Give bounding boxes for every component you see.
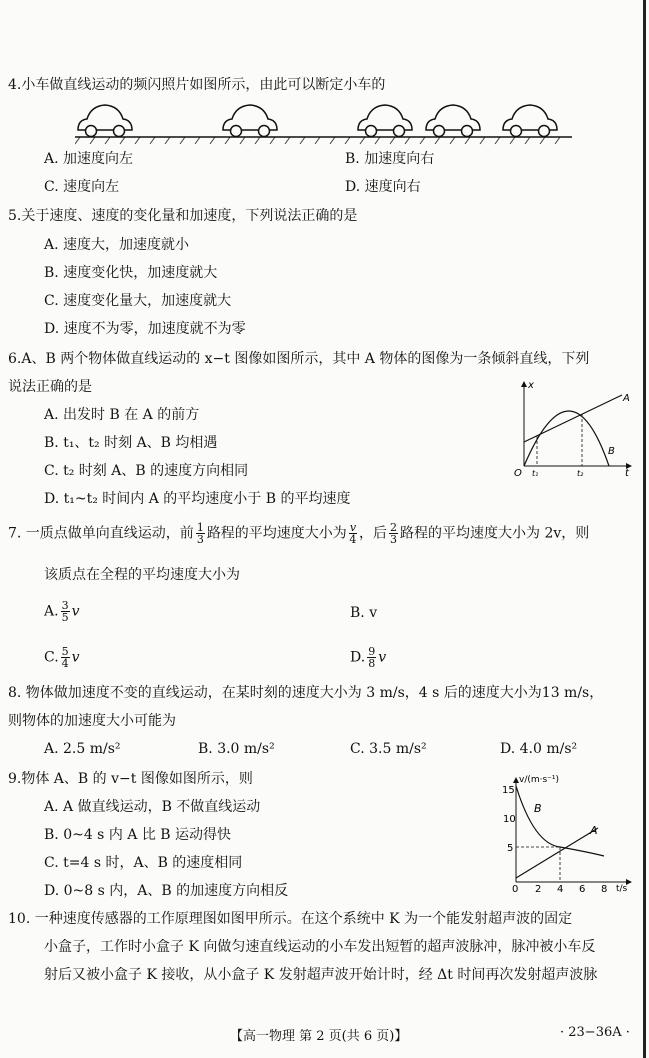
car-icon [78, 105, 132, 137]
q4-stem: 4.小车做直线运动的频闪照片如图所示，由此可以断定小车的 [8, 77, 386, 93]
q7-text-3: ，后 [359, 525, 388, 542]
q7-text-4: 路程的平均速度大小为 2v，则 [400, 525, 590, 542]
car-icon [426, 105, 480, 137]
q9-option-b[interactable]: B. 0~4 s 内 A 比 B 运动得快 [44, 827, 232, 843]
q9-line-b-label: B [534, 802, 542, 815]
q6-line-b-label: B [608, 446, 615, 457]
paper-code: · 23−36A · [560, 1025, 630, 1040]
q7-option-b[interactable]: B. v [350, 605, 378, 621]
q8-option-c[interactable]: C. 3.5 m/s² [350, 741, 427, 757]
q9-x-tick-8: 8 [601, 884, 608, 892]
q8-option-d[interactable]: D. 4.0 m/s² [500, 741, 578, 757]
q4-option-c[interactable]: C. 速度向左 [44, 179, 120, 195]
q4-option-a[interactable]: A. 加速度向左 [44, 151, 134, 167]
q9-option-d[interactable]: D. 0~8 s 内，A、B 的加速度方向相反 [44, 883, 289, 899]
q7-stem-line1 [8, 522, 589, 545]
q7-stem-line2: 该质点在全程的平均速度大小为 [44, 567, 240, 583]
q9-y-tick-10: 10 [503, 814, 516, 825]
q5-option-b[interactable]: B. 速度变化快，加速度就大 [44, 265, 218, 281]
q5-stem: 5.关于速度、速度的变化量和加速度，下列说法正确的是 [8, 208, 358, 224]
page-footer: 【高一物理 第 2 页(共 6 页)】 [230, 1029, 408, 1044]
q8-option-a[interactable]: A. 2.5 m/s² [44, 741, 121, 757]
page-edge [643, 0, 646, 1058]
q7-fraction-3: $\frac{2}{3}$ [390, 521, 398, 546]
q6-t1-label: t₁ [532, 469, 539, 478]
q9-x-label: t/s [616, 884, 628, 892]
q6-stem-line1: 6.A、B 两个物体做直线运动的 x−t 图像如图所示，其中 A 物体的图像为一条倾斜直线，下列 [8, 351, 590, 367]
car-icon [223, 105, 277, 137]
q7-fraction-1: $\frac{1}{3}$ [196, 521, 204, 546]
q9-x-tick-2: 2 [535, 884, 542, 892]
curve-b [516, 786, 604, 856]
q5-option-a[interactable]: A. 速度大，加速度就小 [44, 237, 190, 253]
q6-y-label: x [528, 380, 534, 391]
q6-option-d[interactable]: D. t₁~t₂ 时间内 A 的平均速度小于 B 的平均速度 [44, 491, 351, 507]
q9-y-tick-15: 15 [502, 785, 515, 796]
line-a [516, 828, 598, 878]
q9-x-tick-0: 0 [512, 884, 519, 892]
q6-option-c[interactable]: C. t₂ 时刻 A、B 的速度方向相同 [44, 463, 249, 479]
q6-xt-graph [510, 376, 635, 478]
q6-option-a[interactable]: A. 出发时 B 在 A 的前方 [44, 407, 200, 423]
q8-option-b[interactable]: B. 3.0 m/s² [198, 741, 275, 757]
car-icon [358, 105, 412, 137]
q9-option-a[interactable]: A. A 做直线运动，B 不做直线运动 [44, 799, 261, 815]
q5-option-c[interactable]: C. 速度变化量大，加速度就大 [44, 293, 232, 309]
q9-y-tick-5: 5 [507, 843, 514, 854]
q7-text-1: 7. 一质点做单向直线运动，前 [8, 525, 194, 542]
q9-stem: 9.物体 A、B 的 v−t 图像如图所示，则 [8, 771, 253, 787]
q7-option-c[interactable]: C. $\frac{5}{4}$ v [44, 645, 80, 670]
q9-line-a-label: A [590, 824, 598, 837]
q7-text-2: 路程的平均速度大小为 [206, 525, 347, 542]
q10-line2: 小盒子，工作时小盒子 K 向做匀速直线运动的小车发出短暂的超声波脉冲，脉冲被小车反 [44, 939, 596, 955]
q4-option-b[interactable]: B. 加速度向右 [345, 151, 435, 167]
q6-line-a-label: A [623, 393, 630, 404]
q9-y-label: v/(m·s⁻¹) [519, 775, 560, 785]
line-a [524, 395, 622, 442]
q7-option-a[interactable]: A. $\frac{3}{5}$ v [44, 599, 80, 624]
q6-t2-label: t₂ [577, 469, 584, 478]
q7-fraction-2: $\frac{v}{4}$ [349, 521, 357, 546]
q9-x-tick-6: 6 [579, 884, 586, 892]
q10-line1: 10. 一种速度传感器的工作原理图如图甲所示。在这个系统中 K 为一个能发射超声波的固定 [8, 911, 573, 927]
q9-vt-graph [498, 772, 638, 892]
q9-x-tick-4: 4 [557, 884, 564, 892]
q6-option-b[interactable]: B. t₁、t₂ 时刻 A、B 均相遇 [44, 435, 218, 451]
q6-origin-label: O [514, 468, 522, 478]
cars-strobe-figure [75, 100, 575, 145]
q5-option-d[interactable]: D. 速度不为零，加速度就不为零 [44, 321, 246, 337]
car-icon [503, 105, 557, 137]
q9-option-c[interactable]: C. t=4 s 时，A、B 的速度相同 [44, 855, 243, 871]
q7-option-d[interactable]: D. $\frac{9}{8}$ v [350, 645, 387, 670]
q8-stem-line1: 8. 物体做加速度不变的直线运动，在某时刻的速度大小为 3 m/s，4 s 后的速度大小为13 m/s， [8, 685, 604, 701]
q8-stem-line2: 则物体的加速度大小可能为 [8, 713, 176, 729]
q6-stem-line2: 说法正确的是 [8, 379, 92, 395]
q6-x-label: t [625, 468, 629, 478]
q4-option-d[interactable]: D. 速度向右 [345, 179, 421, 195]
q10-line3: 射后又被小盒子 K 接收，从小盒子 K 发射超声波开始计时，经 Δt 时间再次发射超声波脉 [44, 967, 598, 983]
